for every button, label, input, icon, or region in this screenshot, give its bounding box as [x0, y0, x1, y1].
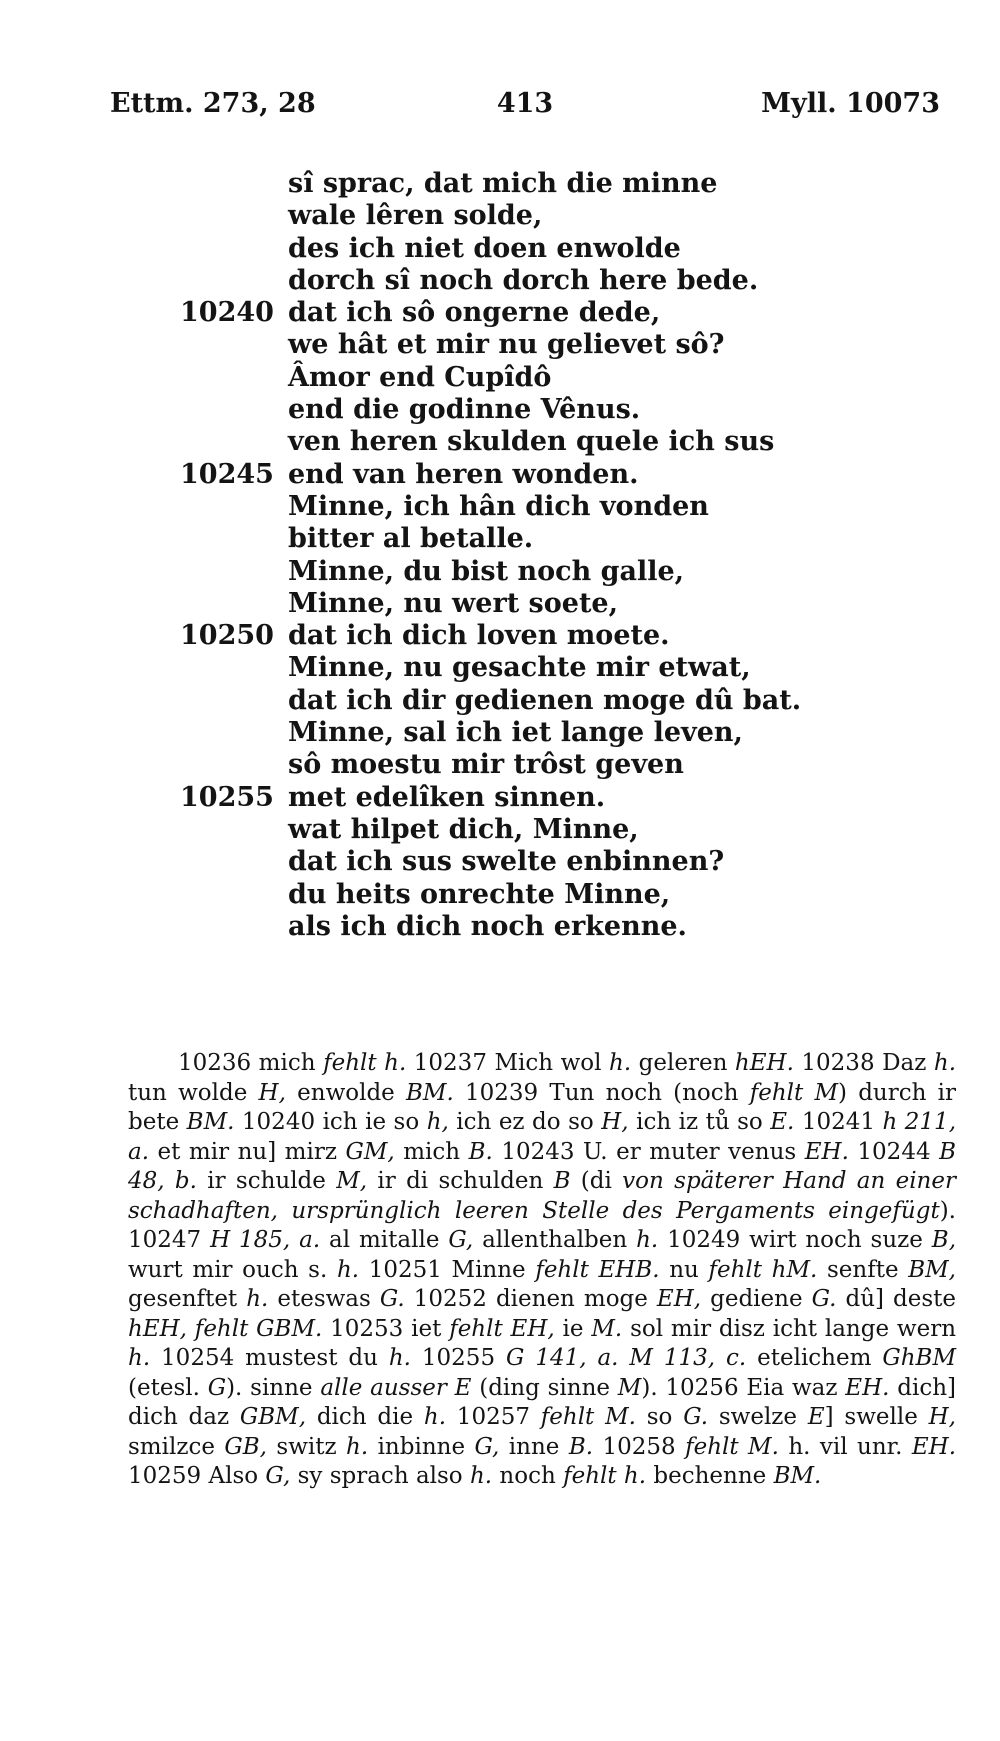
verse-line — [180, 491, 900, 523]
verse-line — [180, 362, 900, 394]
header-left-reference: Ettm. 273, 28 — [110, 88, 316, 119]
note-siglum: E — [807, 1404, 825, 1430]
note-siglum: G, — [474, 1433, 500, 1460]
note-siglum: hEH. — [734, 1050, 794, 1076]
note-siglum: h. — [246, 1286, 269, 1312]
verse-line — [180, 556, 900, 588]
note-siglum: M. — [591, 1315, 623, 1342]
critical-apparatus — [128, 1049, 956, 1492]
note-text: 10253 iet — [322, 1315, 450, 1342]
note-siglum: BM. — [773, 1463, 822, 1489]
verse-text: dat ich sus swelte enbinnen? — [288, 846, 725, 878]
note-text: (di — [570, 1168, 623, 1194]
note-text: tun wolde — [128, 1079, 259, 1106]
note-text: ] swelle — [824, 1404, 929, 1430]
note-siglum: fehlt M. — [685, 1433, 779, 1460]
note-text: ) durch ir bete — [128, 1079, 957, 1135]
note-siglum: h. — [933, 1050, 957, 1076]
note-siglum: alle ausser E — [320, 1374, 472, 1401]
note-siglum: BM. — [406, 1079, 454, 1106]
note-text: ie — [554, 1315, 592, 1342]
note-siglum: BM, — [908, 1256, 956, 1283]
note-text: nu — [659, 1256, 709, 1283]
note-text: sol mir disz icht lange wern — [622, 1315, 957, 1342]
note-text: ). sinne — [226, 1374, 321, 1401]
note-text: 10257 — [446, 1404, 541, 1430]
note-siglum: h. — [423, 1404, 447, 1430]
note-siglum: E. — [770, 1109, 795, 1135]
verse-line — [180, 200, 900, 232]
verse-text: Minne, nu wert soete, — [288, 587, 618, 619]
verse-line — [180, 879, 900, 911]
note-siglum: G, — [265, 1463, 291, 1489]
note-text: 10254 mustest du — [150, 1345, 389, 1371]
verse-line — [180, 749, 900, 781]
note-text: 10240 ich ie so — [234, 1109, 427, 1135]
note-text: ich iz tů so — [628, 1109, 771, 1135]
note-text: 10249 wirt noch suze — [658, 1227, 932, 1253]
line-number: 10255 — [180, 781, 274, 813]
note-text: senfte — [817, 1256, 909, 1283]
note-siglum: h 211, a. — [128, 1109, 957, 1165]
verse-text: sô moestu mir trôst geven — [288, 749, 684, 781]
note-siglum: fehlt EHB. — [535, 1256, 660, 1283]
note-siglum: B, — [931, 1227, 957, 1253]
note-text: wurt mir ouch s. — [128, 1256, 337, 1283]
note-siglum: B. — [468, 1138, 493, 1165]
verse-text: dorch sî noch dorch here bede. — [288, 264, 759, 296]
note-text: etelichem — [746, 1345, 883, 1371]
verse-text: dat ich dir gedienen moge dû bat. — [288, 684, 802, 716]
note-text: gesenftet — [128, 1286, 247, 1312]
note-siglum: G — [207, 1374, 227, 1401]
note-text: eteswas — [268, 1286, 380, 1312]
verse-line — [180, 523, 900, 555]
verse-text: end die godinne Vênus. — [288, 394, 641, 426]
note-text: smilzce — [128, 1433, 225, 1460]
note-text: swelze — [708, 1404, 808, 1430]
verse-text: du heits onrechte Minne, — [288, 878, 671, 910]
verse-text: dat ich dich loven moete. — [288, 620, 670, 652]
note-text: al mitalle — [320, 1227, 449, 1253]
verse-text: wat hilpet dich, Minne, — [288, 813, 639, 845]
note-text: gediene — [701, 1286, 812, 1312]
verse-line — [180, 588, 900, 620]
note-siglum: M — [617, 1374, 642, 1401]
note-siglum: G. — [683, 1404, 709, 1430]
verse-line — [180, 652, 900, 684]
verse-text: Minne, sal ich iet lange leven, — [288, 717, 743, 749]
note-siglum: G. — [379, 1286, 405, 1312]
note-text: 10258 — [593, 1433, 686, 1460]
note-siglum: fehlt h. — [563, 1463, 647, 1489]
note-siglum: h. — [388, 1345, 411, 1371]
verse-line — [180, 265, 900, 297]
verse-text: end van heren wonden. — [288, 458, 639, 490]
note-text: ich ez do so — [448, 1109, 602, 1135]
note-text: inne — [499, 1433, 569, 1460]
note-siglum: B. — [568, 1433, 594, 1460]
note-text: 10239 Tun noch (noch — [453, 1079, 750, 1106]
verse-line — [180, 394, 900, 426]
note-text: ir di schulden — [367, 1168, 554, 1194]
verse-block — [180, 168, 900, 943]
note-text: bechenne — [646, 1463, 774, 1489]
note-siglum: fehlt M — [749, 1079, 839, 1106]
note-siglum: fehlt EH, — [449, 1315, 555, 1342]
note-siglum: H, — [928, 1404, 956, 1430]
note-text: inbinne — [368, 1433, 475, 1460]
verse-text: als ich dich noch erkenne. — [288, 910, 687, 942]
note-text: ). 10247 — [128, 1197, 956, 1253]
verse-text: Minne, ich hân dich vonden — [288, 490, 709, 522]
note-text: 10241 — [794, 1109, 883, 1135]
note-siglum: H, — [601, 1109, 629, 1135]
verse-line — [180, 329, 900, 361]
line-number: 10240 — [180, 297, 274, 329]
note-siglum: EH. — [804, 1138, 849, 1165]
note-text: sy sprach also — [290, 1463, 470, 1489]
note-text: 10252 dienen moge — [404, 1286, 657, 1312]
note-text: 10244 — [848, 1138, 940, 1165]
note-text: switz — [266, 1433, 347, 1460]
note-text: h. vil unr. — [778, 1433, 912, 1460]
note-siglum: fehlt hM. — [708, 1256, 818, 1283]
note-siglum: H 185, a. — [210, 1227, 321, 1253]
verse-line — [180, 426, 900, 458]
note-text: dû] deste — [836, 1286, 957, 1312]
note-text: 10255 — [410, 1345, 507, 1371]
verse-line — [180, 717, 900, 749]
verse-text: Minne, du bist noch galle, — [288, 555, 685, 587]
note-text: dich die — [306, 1404, 424, 1430]
verse-text: wale lêren solde, — [288, 200, 543, 232]
verse-line — [180, 459, 900, 491]
verse-line — [180, 685, 900, 717]
verse-line — [180, 846, 900, 878]
note-siglum: BM. — [186, 1109, 235, 1135]
note-text: 10251 Minne — [359, 1256, 536, 1283]
note-siglum: GhBM — [882, 1345, 956, 1371]
note-text: (etesl. — [128, 1374, 208, 1401]
note-text: 10259 Also — [128, 1463, 266, 1489]
note-siglum: EH. — [911, 1433, 957, 1460]
note-siglum: fehlt h. — [323, 1050, 407, 1076]
note-text: geleren — [631, 1050, 735, 1076]
note-siglum: GBM, — [239, 1404, 307, 1430]
note-siglum: G, — [448, 1227, 474, 1253]
note-siglum: M, — [336, 1168, 368, 1194]
note-siglum: fehlt M. — [540, 1404, 636, 1430]
note-siglum: h. — [336, 1256, 360, 1283]
note-text: et mir nu] mirz — [149, 1138, 346, 1165]
verse-text: bitter al betalle. — [288, 523, 534, 555]
note-text: ). 10256 Eia waz — [641, 1374, 846, 1401]
note-siglum: GM, — [345, 1138, 395, 1165]
verse-text: des ich niet doen enwolde — [288, 232, 681, 264]
header-right-reference: Myll. 10073 — [761, 88, 940, 119]
verse-line — [180, 233, 900, 265]
note-text: 10236 mich — [178, 1050, 324, 1076]
note-text: so — [635, 1404, 684, 1430]
note-text: 10238 Daz — [793, 1050, 934, 1076]
verse-line — [180, 911, 900, 943]
note-text: allenthalben — [473, 1227, 637, 1253]
note-siglum: G 141, a. M 113, c. — [506, 1345, 747, 1371]
note-siglum: B 48, b. — [128, 1138, 956, 1194]
verse-text: we hât et mir nu gelievet sô? — [288, 329, 725, 361]
verse-text: Âmor end Cupîdô — [288, 361, 552, 393]
note-siglum: EH, — [656, 1286, 702, 1312]
verse-text: sî sprac, dat mich die minne — [288, 168, 718, 199]
page-number: 413 — [496, 88, 554, 119]
note-text: enwolde — [285, 1079, 407, 1106]
verse-line — [180, 168, 900, 200]
note-siglum: h, — [426, 1109, 449, 1135]
line-number: 10250 — [180, 620, 274, 652]
note-text: noch — [492, 1463, 564, 1489]
page-header — [110, 88, 940, 128]
verse-text: Minne, nu gesachte mir etwat, — [288, 652, 751, 684]
note-text: ir schulde — [196, 1168, 337, 1194]
verse-text: ven heren skulden quele ich sus — [288, 426, 775, 458]
note-text: mich — [394, 1138, 469, 1165]
note-siglum: h. — [469, 1463, 493, 1489]
note-siglum: h. — [609, 1050, 632, 1076]
note-text: 10243 U. er muter venus — [492, 1138, 805, 1165]
note-siglum: GB, — [224, 1433, 267, 1460]
note-siglum: G. — [811, 1286, 837, 1312]
verse-line — [180, 782, 900, 814]
note-siglum: h. — [128, 1345, 151, 1371]
note-siglum: h. — [346, 1433, 369, 1460]
verse-text: met edelîken sinnen. — [288, 781, 606, 813]
note-siglum: B — [553, 1168, 571, 1194]
verse-text: dat ich sô ongerne dede, — [288, 297, 661, 329]
note-siglum: von späterer Hand an einer schadhaften, ursprünglich leeren Stelle des Pergaments eingefügt — [128, 1168, 956, 1224]
line-number: 10245 — [180, 458, 274, 490]
note-siglum: h. — [636, 1227, 659, 1253]
verse-line — [180, 814, 900, 846]
note-text: dich] dich daz — [128, 1374, 956, 1430]
note-siglum: hEH, fehlt GBM. — [128, 1315, 323, 1342]
note-siglum: H, — [258, 1079, 286, 1106]
verse-line — [180, 620, 900, 652]
apparatus-paragraph — [128, 1049, 956, 1492]
note-text: (ding sinne — [471, 1374, 618, 1401]
note-siglum: EH. — [845, 1374, 890, 1401]
verse-line — [180, 297, 900, 329]
note-text: 10237 Mich wol — [406, 1050, 610, 1076]
